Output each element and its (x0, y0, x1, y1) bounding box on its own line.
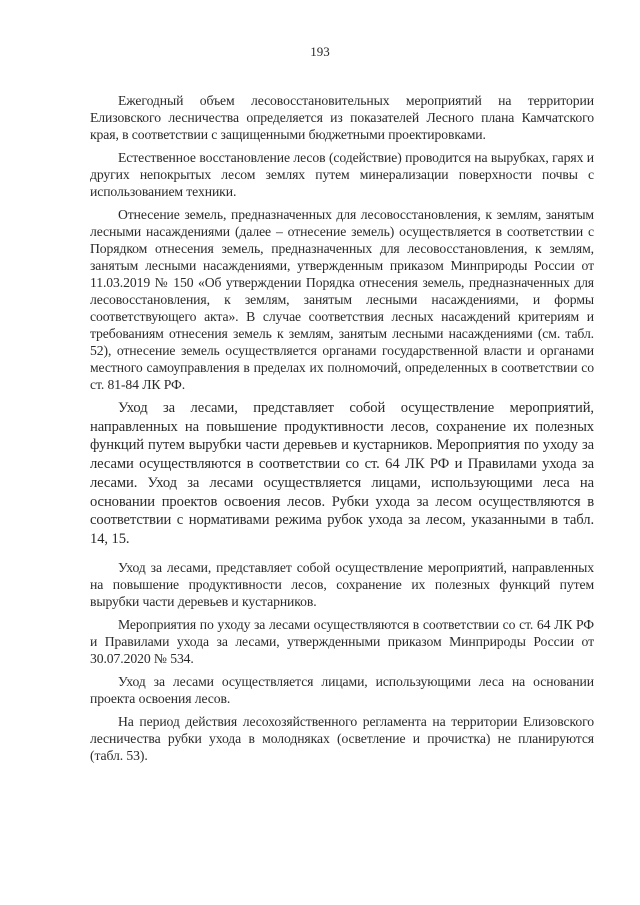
paragraph-forest-care-rules: Мероприятия по уходу за лесами осуществляются в соответствии со ст. 64 ЛК РФ и Правилами ухода за лесами, утвержденными приказом Минприроды России от 30.07.2020 № 534. (90, 616, 594, 666)
paragraph-land-assignment: Отнесение земель, предназначенных для лесовосстановления, к землям, занятым лесными насаждениями (далее – отнесение земель) осуществляется в соответствии с Порядком отнесения земель, предназначенных для лесовосстановления, к землям, занятым лесными насаждениями, утвержденным приказом Минприроды России от 11.03.2019 № 150 «Об утверждении Порядка отнесения земель, предназначенных для лесовосстановления, к землям, занятым лесными насаждениями, и формы соответствующего акта». В случае соответствия лесных насаждений критериям и требованиям отнесения земель к землям, занятым лесными насаждениями (см. табл. 52), отнесение земель осуществляется органами государственной власти и органами местного самоуправления в пределах их полномочий, определенных в соответствии со ст. 81-84 ЛК РФ. (90, 207, 594, 392)
document-body (90, 92, 594, 770)
paragraph-forest-care-definition: Уход за лесами, представляет собой осуществление мероприятий, направленных на повышение продуктивности лесов, сохранение их полезных функций путем вырубки части деревьев и кустарников. (90, 559, 594, 609)
page-number: 193 (310, 44, 330, 59)
paragraph-forest-care: Уход за лесами, представляет собой осуществление мероприятий, направленных на повышение продуктивности лесов, сохранение их полезных функций путем вырубки части деревьев и кустарников. Мероприятия по уходу за лесами осуществляются в соответствии со ст. 64 ЛК РФ и Правилами ухода за лесами. Уход за лесами осуществляется лицами, использующими леса на основании проектов освоения лесов. Рубки ухода за лесом осуществляются в соответствии с нормативами режима рубок ухода за лесом, указанными в табл. 14, 15. (90, 400, 594, 547)
paragraph-young-stands: На период действия лесохозяйственного регламента на территории Елизовского лесничества рубки ухода в молодняках (осветление и прочистка) не планируются (табл. 53). (90, 713, 594, 763)
paragraph-reforestation-volume: Ежегодный объем лесовосстановительных мероприятий на территории Елизовского лесничества определяется из показателей Лесного плана Камчатского края, в соответствии с защищенными бюджетными проектировками. (90, 93, 594, 142)
paragraph-natural-regeneration: Естественное восстановление лесов (содействие) проводится на вырубках, гарях и других непокрытых лесом землях путем минерализации поверхности почвы с использованием техники. (90, 150, 594, 199)
paragraph-forest-care-persons: Уход за лесами осуществляется лицами, использующими леса на основании проекта освоения лесов. (90, 673, 594, 706)
